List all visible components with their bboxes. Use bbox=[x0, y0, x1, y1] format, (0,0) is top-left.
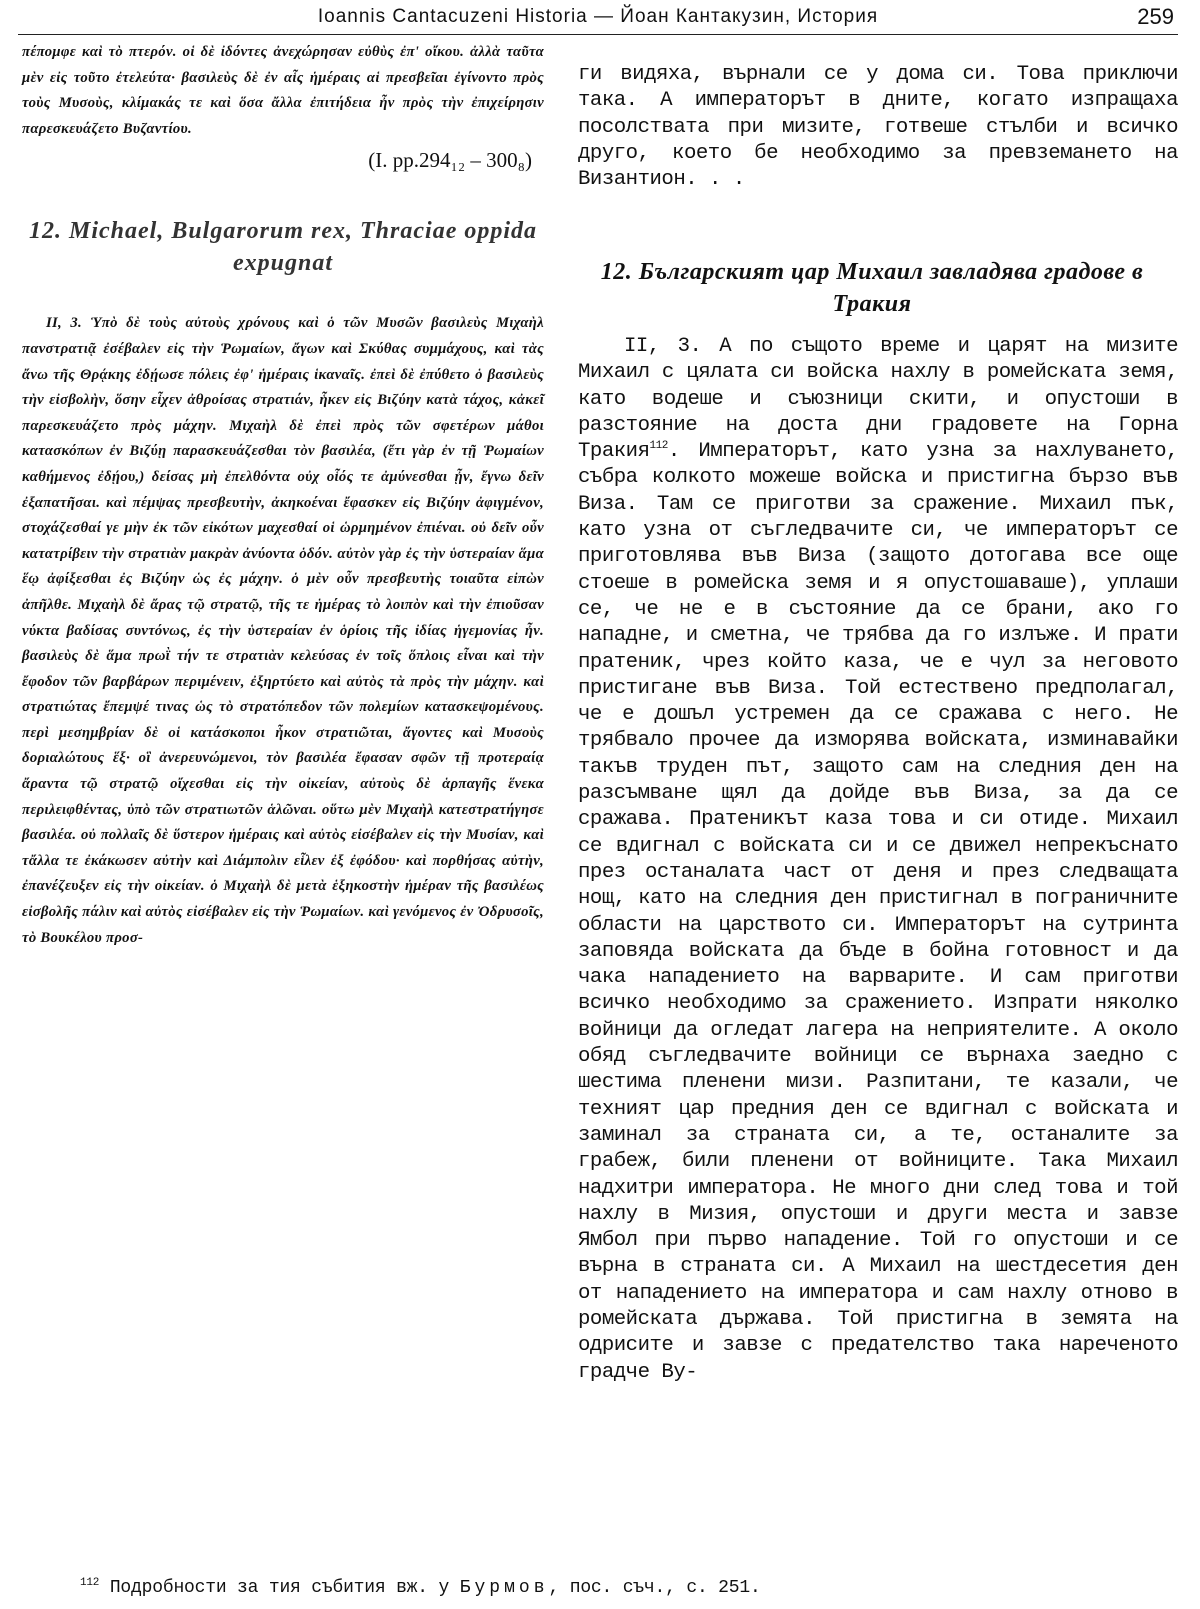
bulgarian-text-part-1: II, 3. А по същото време и царят на мизите Михаил с цялата си войска нахлу в ромейската земя, като водеше и съюзници скити, и опустоши в разстояние на доста дни градовете на Горна Тракия bbox=[578, 335, 1178, 464]
running-title: Ioannis Cantacuzeni Historia — Йоан Кантакузин, История bbox=[317, 6, 879, 27]
bulgarian-text-part-2: . Императорът, като узна за нахлуването, събра колкото можеше войска и пристигна бързо във Виза. Там се приготви за сражение. Михаил пък, като узна от съгледвачите си, че императорът се приготовлява във Виза (защото дотогава все още стоеше в ромейска земя и я опустошаваше), уплаши се, че не е в състояние да се брани, ако го нападне, и сметна, че трябва да го излъже. И прати пратеник, чрез който каза, че е чул за неговото пристигане във Виза. Той естествено предполагал, че е дошъл устремен да се сражава с него. Не трябвало прочее да изморява войската, изминавайки такъв труден път, защото сам на следния ден на разсъмване щял да дойде във Виза, за да се сражава. Пратеникът каза това и си отиде. Михаил се вдигнал с войската си и се движел непрекъснато през останалата част от деня и през следващата нощ, като на следния ден пристигнал в пограничните области на царството си. Императорът на сутринта заповяда войската да бъде в бойна готовност и да чака нападението на варварите. И сам приготви всичко необходимо за сражението. Изпрати няколко войници да огледат лагера на неприятелите. А около обяд съгледвачите войници се върнаха заедно с шестима пленени мизи. Разпитани, те казали, че техният цар предния ден се вдигнал с войската и заминал за страната си, а те, останалите за грабеж, били пленени от войниците. Така Михаил надхитри императора. Не много дни след това и той нахлу в Мизия, опустоши и други места и завзе Ямбол при първо нападение. Той го опустоши и се върна в страната си. А Михаил на шестдесетия ден от нападението на императора и сам нахлу отново в ромейската държава. Той пристигна в земята на одрисите и завзе с предателство така нареченото градче Ву- bbox=[578, 440, 1178, 1384]
bulgarian-section-text bbox=[578, 334, 1178, 1386]
greek-section-text: II, 3. Ὑπὸ δὲ τοὺς αὐτοὺς χρόνους καὶ ὁ τῶν Μυσῶν βασιλεὺς Μιχαὴλ πανστρατιᾷ ἐσέβαλεν εἰς τὴν Ῥωμαίων, ἄγων καὶ Σκύθας συμμάχους, καὶ τὰς ἄνω τῆς Θρᾴκης ἐδῄωσε πόλεις ἐφ' ἡμέραις ἱκαναῖς. ἐπεὶ δὲ ἐπύθετο ὁ βασιλεὺς τὴν εἰσβολὴν, ὅσην εἶχεν ἀθροίσας στρατιάν, ἧκεν εἰς Βιζύην κατὰ τάχος, κἀκεῖ παρεσκευάζετο πρὸς μάχην. Μιχαὴλ δὲ ἐπεὶ πρὸς τῶν σφετέρων μάθοι κατασκόπων ἐν Βιζύῃ παρασκευάζεσθαι τὸν βασιλέα, (ἔτι γὰρ ἐν τῇ Ῥωμαίων καθήμενος ἐδῄου,) δείσας μὴ ἐπελθόντα οὐχ οἷός τε ἀμύνεσθαι ᾖν, ἔγνω δεῖν ἐξαπατῆσαι. καὶ πέμψας πρεσβευτὴν, ἀκηκοέναι ἔφασκεν εἰς Βιζύην ἀφιγμένον, στοχάζεσθαί γε μὴν ἐκ τῶν εἰκότων μαχεσθαί οἱ ὡρμημένον ἐπιέναι. οὐ δεῖν οὖν κατατρίβειν τὴν στρατιὰν μακρὰν ἀνύοντα ὁδόν. αὐτὸν γὰρ ἐς τὴν ὑστεραίαν ἅμα ἕῳ ἀφίξεσθαι ἐς Βιζύην ὡς ἐς μάχην. ὁ μὲν οὖν πρεσβευτὴς τοιαῦτα εἰπὼν ἀπῆλθε. Μιχαὴλ δὲ ἄρας τῷ στρατῷ, τῆς τε ἡμέρας τὸ λοιπὸν καὶ τὴν ἐπιοῦσαν νύκτα βαδίσας συντόνως, ἐς τὴν ὑστεραίαν ἐν ὁρίοις τῆς ἰδίας ἡγεμονίας ἦν. βασιλεὺς δὲ ἅμα πρωῒ τήν τε στρατιὰν κελεύσας ἐν τοῖς ὅπλοις εἶναι καὶ τὴν ἔφοδον τῶν βαρβάρων περιμένειν, ἐξηρτύετο καὶ αὐτὸς τὰ πρὸς τὴν μάχην. καὶ στρατιώτας ἔπεμψέ τινας ὡς τὸ στρατόπεδον τῶν πολεμίων κατασκεψομένους. περὶ μεσημβρίαν δὲ οἱ κατάσκοποι ἧκον στρατιῶται, ἄγοντες καὶ Μυσοὺς δοριαλώτους ἕξ· οἳ ἀνερευνώμενοι, τὸν βασιλέα ἔφασαν σφῶν τῇ προτεραίᾳ ἄραντα τῷ στρατῷ οἴχεσθαι εἰς τὴν οἰκείαν, αὐτοὺς δὲ ἁρπαγῆς ἕνεκα περιλειφθέντας, ὑπὸ τῶν στρατιωτῶν ἁλῶναι. οὕτω μὲν Μιχαὴλ κατεστρατήγησε βασιλέα. οὐ πολλαῖς δὲ ὕστερον ἡμέραις καὶ αὐτὸς εἰσέβαλεν εἰς τὴν Μυσίαν, καὶ τἄλλα τε ἐκάκωσεν αὐτὴν καὶ Διάμπολιν εἷλεν ἐξ ἐφόδου· καὶ πορθήσας αὐτὴν, ἐπανέζευξεν εἰς τὴν οἰκείαν. ὁ Μιχαὴλ δὲ μετὰ ἑξηκοστὴν ἡμέραν τῆς βασιλέως εἰσβολῆς πάλιν καὶ αὐτὸς εἰσέβαλεν εἰς τὴν Ῥωμαίων. καὶ γενόμενος ἐν Ὀδρυσοῖς, τὸ Βουκέλου προσ- bbox=[22, 315, 544, 946]
greek-column bbox=[22, 40, 544, 951]
bulgarian-column bbox=[578, 62, 1178, 193]
source-citation: (I. pp.294₁₂ – 300₈) bbox=[368, 148, 532, 173]
footnote-text-after: , пос. съч., с. 251. bbox=[548, 1578, 761, 1598]
footnote-reference[interactable]: 112 bbox=[649, 440, 668, 453]
footnote bbox=[80, 1578, 1080, 1598]
footnote-author: Бурмов bbox=[459, 1578, 549, 1598]
bulgarian-continuation-text: ги видяха, върнали се у дома си. Това приключи така. А императорът в дните, когато изпращаха посолствата при мизите, готвеше стълби и всичко друго, което бе необходимо за превземането на Византион. . . bbox=[578, 63, 1178, 192]
latin-section-heading: 12. Michael, Bulgarorum rex, Thraciae oppida expugnat bbox=[28, 218, 538, 277]
bulgarian-section-heading: 12. Българският цар Михаил завладява градове в Тракия bbox=[600, 259, 1144, 317]
page-header bbox=[18, 2, 1178, 35]
footnote-text-before: Подробности за тия събития вж. у bbox=[109, 1578, 450, 1598]
footnote-number: 112 bbox=[80, 1577, 100, 1589]
greek-continuation-text: πέπομφε καὶ τὸ πτερόν. οἱ δὲ ἰδόντες ἀνεχώρησαν εὐθὺς ἐπ' οἴκου. ἀλλὰ ταῦτα μὲν εἰς τοῦτο ἐτελεύτα· βασιλεὺς δὲ ἐν αἷς ἡμέραις αἱ πρεσβεῖαι ἐγίνοντο πρὸς τοὺς Μυσοὺς, κλίμακάς τε καὶ ὅσα ἄλλα ἐπιτήδεια ἦν πρὸς τὴν ἐπιχείρησιν παρεσκευάζετο Βυζαντίου. bbox=[22, 44, 544, 137]
page-number: 259 bbox=[1137, 4, 1174, 29]
